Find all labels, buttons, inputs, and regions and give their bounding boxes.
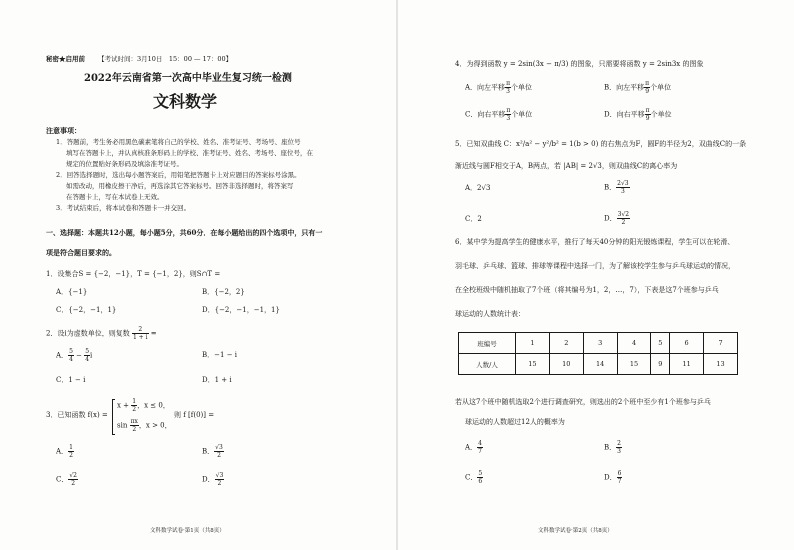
question-6-stem: 6．某中学为提高学生的健康水平，推行了每天40分钟的阳光锻炼课程，学生可以在轮滑、 (455, 238, 735, 246)
class-count-table (458, 332, 738, 375)
table-cell: 6 (670, 333, 704, 354)
table-cell: 7 (704, 333, 738, 354)
fraction: $\frac{5}{6}$ (478, 470, 483, 485)
question-3-option-a: A． $\frac{1}{2}$ (56, 444, 73, 459)
question-6-option-d: D． $\frac{6}{7}$ (604, 470, 622, 485)
table-cell: 15 (516, 354, 550, 375)
fraction: $\frac{\pi}{3}$ (506, 107, 511, 122)
question-5-stem: 5．已知双曲线 C：x²/a² − y²/b² = 1(b > 0) 的右焦点为F，圆F的半径为2，双曲线C的一条 (455, 140, 747, 148)
left-page (0, 0, 396, 550)
table-cell: 5 (651, 333, 670, 354)
question-6-stem-cont: 在全校班级中随机抽取了7个班（将其编号为1，2，…，7），下表是这7个班参与乒乓 (455, 286, 719, 294)
table-cell: 14 (583, 354, 617, 375)
table-cell: 15 (617, 354, 651, 375)
question-2-option-c: C．1 − i (56, 376, 86, 384)
question-6-stem-cont: 球运动的人数统计表： (455, 310, 525, 318)
fraction: $\frac{2}{1 + i}$ (132, 326, 148, 341)
table-cell: 9 (651, 354, 670, 375)
question-6-stem-cont: 羽毛球、乒乓球、篮球、排球等课程中选择一门，为了解该校学生参与乒乓球运动的情况， (455, 262, 735, 270)
table-cell: 10 (549, 354, 583, 375)
right-page (398, 0, 794, 550)
question-4-option-a: A．向左平移 $\frac{\pi}{3}$ 个单位 (465, 80, 533, 95)
page-footer: 文科数学试卷·第2页（共8页） (538, 528, 613, 534)
table-cell: 2 (549, 333, 583, 354)
question-4-option-d: D．向右平移 $\frac{\pi}{9}$ 个单位 (604, 107, 672, 122)
question-3-stem-tail: 则 f [f(0)] = (174, 411, 215, 419)
subject-title: 文科数学 (153, 92, 218, 111)
note-line: 规定的位置贴好条形码及填涂准考证号。 (66, 160, 183, 168)
question-1-option-b: B．{−2，2} (202, 288, 245, 296)
exam-time: 【考试时间：3月10日 15：00 — 17：00】 (98, 55, 233, 63)
exam-title: 2022年云南省第一次高中毕业生复习统一检测 (84, 73, 292, 84)
note-line: 3．考试结束后，将本试卷和答题卡一并交回。 (56, 204, 191, 212)
table-cell: 4 (617, 333, 651, 354)
question-4-option-b: B．向左平移 $\frac{\pi}{9}$ 个单位 (604, 80, 672, 95)
note-line: 在答题卡上，写在本试卷上无效。 (66, 193, 164, 201)
fraction: $\frac{√2}{2}$ (69, 472, 77, 487)
fraction: $\frac{1}{2}$ (69, 444, 73, 459)
question-5-stem-cont: 渐近线与圆F相交于A，B两点，若 |AB| = 2√3，则双曲线C的离心率为 (455, 162, 678, 170)
section-heading: 一、选择题：本题共12小题，每小题5分，共60分．在每小题给出的四个选项中，只有一 (46, 228, 323, 237)
question-1-option-a: A．{−1} (56, 288, 88, 296)
table-cell: 11 (670, 354, 704, 375)
note-line: 如需改动，用橡皮擦干净后，再选涂其它答案标号。回答非选择题时，将答案写 (66, 182, 294, 190)
piecewise-case-2: sin $\frac{\pi x}{2}$ ，x > 0， (117, 418, 172, 433)
question-1-option-c: C．{−2，−1，1} (56, 306, 117, 314)
question-1-option-d: D．{−2，−1，−1，1} (202, 306, 280, 314)
question-4-stem: 4．为得到函数 y = 2sin(3x − π/3) 的图象，只需要将函数 y = 2sin3x 的图象 (455, 60, 704, 68)
question-5-option-d: D． $\frac{3√2}{2}$ (604, 211, 630, 226)
question-4-option-c: C．向右平移 $\frac{\pi}{3}$ 个单位 (465, 107, 533, 122)
confidential-tag: 秘密★启用前 (46, 55, 85, 63)
row-label: 班编号 (459, 333, 516, 354)
question-2-option-d: D．1 + i (202, 376, 232, 384)
question-5-option-c: C．2 (465, 215, 482, 223)
fraction: $\frac{5}{4}$ (85, 348, 90, 363)
table-cell: 1 (516, 333, 550, 354)
table-cell: 13 (704, 354, 738, 375)
question-6-option-c: C． $\frac{5}{6}$ (465, 470, 483, 485)
fraction: $\frac{\pi}{3}$ (506, 80, 511, 95)
notes-heading: 注意事项： (46, 126, 81, 135)
question-5-option-b: B． $\frac{2√3}{3}$ (604, 180, 629, 195)
fraction: $\frac{5}{4}$ (69, 348, 73, 363)
question-1-stem: 1．设集合S = {−2，−1}，T = {−1，2}，则S∩T = (46, 270, 221, 278)
fraction: $\frac{2√3}{3}$ (617, 180, 629, 195)
question-6-option-b: B． $\frac{2}{3}$ (604, 440, 621, 455)
fraction: $\frac{1}{2}$ (132, 398, 137, 413)
table-cell: 3 (583, 333, 617, 354)
question-2-option-b: B．−1 − i (202, 351, 238, 359)
question-3-stem: 3．已知函数 f(x) = (46, 411, 108, 419)
fraction: $\frac{√3}{2}$ (215, 472, 224, 487)
question-2-option-a: A． $\frac{5}{4}$ − $\frac{5}{4}$ i (56, 348, 93, 363)
section-heading-cont: 项是符合题目要求的。 (46, 248, 116, 257)
table-row (459, 333, 738, 354)
question-6-option-a: A． $\frac{4}{7}$ (465, 440, 482, 455)
fraction: $\frac{\pi}{9}$ (645, 107, 650, 122)
question-3-option-b: B． $\frac{√3}{2}$ (202, 444, 223, 459)
question-6-followup-cont: 球运动的人数超过12人的概率为 (465, 418, 565, 426)
note-line: 填写在答题卡上，并认真核准条形码上的学校、准考证号、姓名、考场号、座位号，在 (66, 149, 313, 157)
row-label: 人数/人 (459, 354, 516, 375)
question-3-option-d: D． $\frac{√3}{2}$ (202, 472, 224, 487)
piecewise-brace (112, 399, 115, 435)
fraction: $\frac{\pi x}{2}$ (130, 418, 138, 433)
piecewise-case-1: x + $\frac{1}{2}$ ，x ≤ 0， (117, 398, 170, 413)
question-3-option-c: C． $\frac{√2}{2}$ (56, 472, 77, 487)
fraction: $\frac{\pi}{9}$ (645, 80, 650, 95)
question-6-followup: 若从这7个班中随机选取2个进行调查研究，则选出的2个班中至少有1个班参与乒乓 (455, 398, 711, 406)
fraction: $\frac{6}{7}$ (617, 470, 622, 485)
fraction: $\frac{2}{3}$ (617, 440, 621, 455)
fraction: $\frac{√3}{2}$ (215, 444, 223, 459)
question-5-option-a: A．2√3 (465, 184, 491, 192)
fraction: $\frac{4}{7}$ (478, 440, 482, 455)
note-line: 1．答题前，考生务必用黑色碳素笔将自己的学校、姓名、准考证号、考场号、座位号 (56, 138, 301, 146)
question-2-stem: 2．设i为虚数单位，则复数 $\frac{2}{1 + i}$ = (46, 326, 157, 341)
fraction: $\frac{3√2}{2}$ (617, 211, 630, 226)
note-line: 2．回答选择题时，选出每小题答案后，用铅笔把答题卡上对应题目的答案标号涂黑。 (56, 171, 301, 179)
page-footer: 文科数学试卷·第1页（共8页） (150, 528, 225, 534)
table-row (459, 354, 738, 375)
